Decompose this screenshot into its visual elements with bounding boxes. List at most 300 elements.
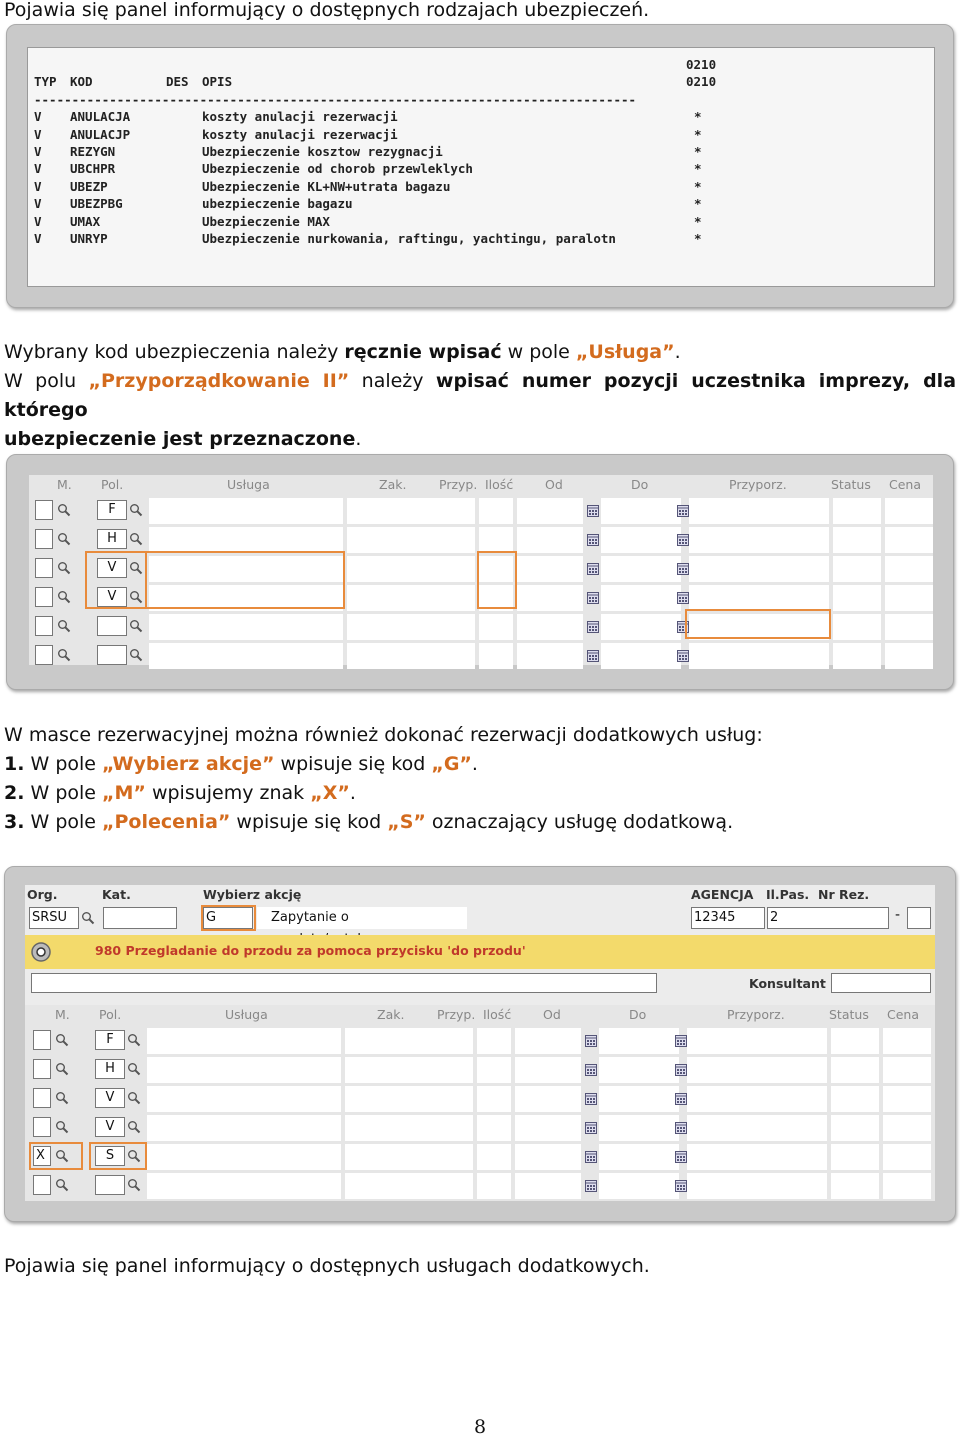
- cena-cell: [883, 1144, 931, 1170]
- row-opis: Ubezpieczenie od chorob przewleklych: [202, 161, 473, 177]
- row-opis: Ubezpieczenie nurkowania, raftingu, yachtingu, paralotn: [202, 230, 616, 246]
- m-input[interactable]: [35, 500, 53, 520]
- calendar-icon[interactable]: [675, 1093, 687, 1105]
- grid-row: [27, 1143, 931, 1171]
- przyporz-cell[interactable]: [687, 1086, 827, 1112]
- m-input[interactable]: [35, 645, 53, 665]
- przyporz-cell[interactable]: [687, 1057, 827, 1083]
- pol-input[interactable]: V: [97, 558, 127, 578]
- text: W pole: [24, 811, 103, 833]
- search-icon[interactable]: [127, 1120, 141, 1134]
- usluga-cell[interactable]: [147, 1173, 341, 1199]
- col-header-usluga: Usługa: [227, 477, 270, 492]
- row-opis: Ubezpieczenie KL+NW+utrata bagazu: [202, 178, 451, 194]
- ilpas-input[interactable]: 2: [767, 907, 889, 929]
- zak-cell[interactable]: [347, 614, 475, 640]
- text: oznaczający usługę dodatkową.: [425, 811, 734, 833]
- m-input[interactable]: X: [33, 1146, 51, 1166]
- col-header-ilosc: Ilość: [483, 1007, 512, 1022]
- text: W polu: [4, 370, 89, 392]
- zak-cell[interactable]: [345, 1057, 473, 1083]
- highlight-frame: [685, 609, 831, 639]
- grid-row: [27, 1027, 931, 1055]
- text: .: [349, 782, 356, 804]
- ilosc-cell[interactable]: [477, 1144, 511, 1170]
- row-typ: V: [34, 213, 42, 229]
- m-input[interactable]: [33, 1059, 51, 1079]
- ilosc-cell[interactable]: [477, 1173, 511, 1199]
- pol-input[interactable]: V: [95, 1117, 125, 1137]
- text: wpisuje się kod: [274, 753, 432, 775]
- od-cell[interactable]: [515, 1028, 581, 1054]
- terminal-row: [34, 230, 924, 247]
- od-cell[interactable]: [517, 585, 583, 611]
- row-kod: UNRYP: [70, 230, 108, 246]
- zak-cell[interactable]: [345, 1173, 473, 1199]
- m-input[interactable]: [33, 1030, 51, 1050]
- konsultant-label: Konsultant: [749, 976, 826, 991]
- highlight-frame: [29, 1142, 83, 1170]
- calendar-icon[interactable]: [675, 1064, 687, 1076]
- col-header-m: M.: [57, 477, 72, 492]
- cena-cell: [883, 1115, 931, 1141]
- grid-row: [27, 1114, 931, 1142]
- row-kod: ANULACJA: [70, 109, 131, 125]
- instruction-paragraph: [4, 338, 956, 454]
- row-kod: UBEZP: [70, 178, 108, 194]
- nrrez-input[interactable]: [907, 907, 931, 929]
- col-opis: OPIS: [202, 74, 233, 90]
- search-icon[interactable]: [81, 911, 95, 925]
- zak-cell[interactable]: [345, 1028, 473, 1054]
- do-cell[interactable]: [599, 1144, 679, 1170]
- code-x: „X”: [310, 782, 350, 804]
- zak-cell[interactable]: [347, 498, 475, 524]
- do-cell[interactable]: [599, 1086, 679, 1112]
- calendar-icon[interactable]: [677, 650, 689, 662]
- przyporz-cell[interactable]: [689, 556, 829, 582]
- text: W pole: [24, 782, 103, 804]
- status-cell: [831, 1057, 879, 1083]
- pol-input[interactable]: [97, 616, 127, 636]
- przyporz-cell[interactable]: [689, 498, 829, 524]
- row-mark: *: [694, 109, 702, 125]
- calendar-icon[interactable]: [587, 621, 599, 633]
- col-header-m: M.: [55, 1007, 70, 1022]
- m-input[interactable]: [35, 558, 53, 578]
- text: W masce rezerwacyjnej można również dokonać rezerwacji dodatkowych usług:: [4, 724, 763, 746]
- field-name-przyporzadkowanie: „Przyporządkowanie II”: [88, 370, 350, 392]
- status-cell: [831, 1086, 879, 1112]
- insurance-list-screenshot: [6, 24, 954, 308]
- do-cell[interactable]: [601, 556, 681, 582]
- search-icon[interactable]: [129, 503, 143, 517]
- agencja-label: AGENCJA: [691, 887, 754, 902]
- calendar-icon[interactable]: [677, 563, 689, 575]
- search-icon[interactable]: [57, 619, 71, 633]
- zak-cell[interactable]: [345, 1086, 473, 1112]
- pol-input[interactable]: H: [95, 1059, 125, 1079]
- grid-row: [27, 1172, 931, 1200]
- zak-cell[interactable]: [345, 1115, 473, 1141]
- status-cell: [833, 585, 881, 611]
- do-cell[interactable]: [599, 1028, 679, 1054]
- col-header-cena: Cena: [889, 477, 922, 492]
- grid-row: [29, 526, 933, 554]
- calendar-icon[interactable]: [585, 1064, 597, 1076]
- do-cell[interactable]: [599, 1115, 679, 1141]
- field-name-wybierz-akcje: „Wybierz akcje”: [102, 753, 275, 775]
- col-header-pol: Pol.: [99, 1007, 122, 1022]
- usluga-cell[interactable]: [149, 614, 343, 640]
- highlight-frame: [201, 905, 256, 931]
- row-mark: *: [694, 213, 702, 229]
- usluga-cell[interactable]: [147, 1144, 341, 1170]
- przyporz-cell[interactable]: [689, 527, 829, 553]
- do-cell[interactable]: [601, 498, 681, 524]
- search-icon[interactable]: [55, 1091, 69, 1105]
- col-header-status: Status: [829, 1007, 869, 1022]
- row-typ: V: [34, 109, 42, 125]
- od-cell[interactable]: [515, 1115, 581, 1141]
- text: w pole: [501, 341, 576, 363]
- kat-input[interactable]: [103, 907, 177, 929]
- od-cell[interactable]: [517, 498, 583, 524]
- search-icon[interactable]: [129, 648, 143, 662]
- status-cell: [833, 614, 881, 640]
- pol-input[interactable]: [97, 645, 127, 665]
- col-header-zak: Zak.: [379, 477, 407, 492]
- terminal-row: [34, 143, 924, 160]
- row-mark: *: [694, 230, 702, 246]
- calendar-icon[interactable]: [587, 650, 599, 662]
- m-input[interactable]: [33, 1088, 51, 1108]
- cena-cell: [885, 498, 933, 524]
- highlight-frame: [145, 551, 345, 609]
- akcja-description: Zapytanie o: [257, 907, 467, 929]
- calendar-icon[interactable]: [675, 1122, 687, 1134]
- akcja-input[interactable]: G: [203, 907, 253, 929]
- od-cell[interactable]: [517, 643, 583, 669]
- usluga-cell[interactable]: [147, 1028, 341, 1054]
- nrrez-label: Nr Rez.: [818, 887, 870, 902]
- grid-row: [29, 642, 933, 670]
- status-cell: [833, 643, 881, 669]
- highlight-frame: [85, 551, 147, 609]
- pol-input[interactable]: F: [95, 1030, 125, 1050]
- do-cell[interactable]: [601, 614, 681, 640]
- step-number: 3.: [4, 811, 25, 833]
- row-opis: Ubezpieczenie kosztow rezygnacji: [202, 143, 443, 159]
- status-cell: [831, 1028, 879, 1054]
- col-header-przyp: Przyp.: [439, 477, 478, 492]
- cena-cell: [885, 527, 933, 553]
- insurance-terminal: [34, 56, 924, 247]
- pol-input[interactable]: S: [95, 1146, 125, 1166]
- highlight-frame: [477, 551, 517, 609]
- terminal-row: [34, 160, 924, 177]
- status-cell: [833, 498, 881, 524]
- text: należy: [349, 370, 436, 392]
- cena-cell: [885, 614, 933, 640]
- ilosc-cell[interactable]: [477, 1115, 511, 1141]
- cena-cell: [883, 1173, 931, 1199]
- ilosc-cell[interactable]: [479, 498, 513, 524]
- field-name-polecenia: „Polecenia”: [102, 811, 231, 833]
- od-cell[interactable]: [517, 614, 583, 640]
- reservation-grid-screenshot-1: [6, 454, 954, 690]
- search-icon[interactable]: [129, 619, 143, 633]
- highlight-frame: [89, 1142, 147, 1170]
- calendar-icon[interactable]: [675, 1180, 687, 1192]
- m-input[interactable]: [35, 616, 53, 636]
- col-header-ilosc: Ilość: [485, 477, 514, 492]
- kat-label: Kat.: [102, 887, 131, 902]
- do-cell[interactable]: [601, 643, 681, 669]
- text: wpisuje się kod: [230, 811, 388, 833]
- pol-input[interactable]: F: [97, 500, 127, 520]
- search-icon[interactable]: [55, 1120, 69, 1134]
- grid-header: [29, 475, 933, 495]
- search-icon[interactable]: [127, 1033, 141, 1047]
- grid-row: [29, 497, 933, 525]
- info-icon: [29, 941, 53, 963]
- search-icon[interactable]: [57, 648, 71, 662]
- wybierz-akcje-label: Wybierz akcję: [203, 887, 302, 902]
- row-typ: V: [34, 196, 42, 212]
- col-header-przyp: Przyp.: [437, 1007, 476, 1022]
- col-typ: TYP: [34, 74, 57, 90]
- calendar-icon[interactable]: [585, 1151, 597, 1163]
- step-number: 1.: [4, 753, 25, 775]
- search-icon[interactable]: [57, 590, 71, 604]
- zak-cell[interactable]: [347, 556, 475, 582]
- ilpas-label: Il.Pas.: [766, 887, 810, 902]
- search-icon[interactable]: [127, 1178, 141, 1192]
- m-input[interactable]: [35, 529, 53, 549]
- row-mark: *: [694, 178, 702, 194]
- col-header-status: Status: [831, 477, 871, 492]
- col-header-cena: Cena: [887, 1007, 920, 1022]
- calendar-icon[interactable]: [585, 1122, 597, 1134]
- przyporz-cell[interactable]: [687, 1115, 827, 1141]
- pol-input[interactable]: V: [97, 587, 127, 607]
- terminal-row: [34, 108, 924, 125]
- calendar-icon[interactable]: [587, 592, 599, 604]
- cena-cell: [885, 556, 933, 582]
- calendar-icon[interactable]: [585, 1093, 597, 1105]
- od-cell[interactable]: [515, 1057, 581, 1083]
- col-header-usluga: Usługa: [225, 1007, 268, 1022]
- row-opis: Ubezpieczenie MAX: [202, 213, 330, 229]
- intro-paragraph: Pojawia się panel informujący o dostępnych rodzajach ubezpieczeń.: [4, 0, 650, 21]
- terminal-row: [34, 195, 924, 212]
- code-g: „G”: [431, 753, 472, 775]
- col-header-od: Od: [545, 477, 563, 492]
- step-number: 2.: [4, 782, 25, 804]
- row-typ: V: [34, 230, 42, 246]
- status-cell: [831, 1144, 879, 1170]
- cena-cell: [883, 1028, 931, 1054]
- usluga-cell[interactable]: [147, 1057, 341, 1083]
- text: Wybrany kod ubezpieczenia należy: [4, 341, 345, 363]
- cena-cell: [885, 585, 933, 611]
- page-number: 8: [473, 1416, 487, 1438]
- calendar-icon[interactable]: [587, 534, 599, 546]
- col-header-przyporz: Przyporz.: [729, 477, 787, 492]
- message-bar: [25, 935, 935, 969]
- row-kod: REZYGN: [70, 143, 116, 159]
- usluga-cell[interactable]: [149, 643, 343, 669]
- przyporz-cell[interactable]: [689, 643, 829, 669]
- row-typ: V: [34, 126, 42, 142]
- calendar-icon[interactable]: [677, 592, 689, 604]
- message-text: 980 Przegladanie do przodu za pomoca przycisku 'do przodu': [95, 943, 526, 958]
- row-kod: ANULACJP: [70, 126, 131, 142]
- grid-row: [27, 1056, 931, 1084]
- additional-services-paragraph: [4, 721, 956, 837]
- terminal-row: [34, 178, 924, 195]
- przyporz-cell[interactable]: [687, 1144, 827, 1170]
- do-cell[interactable]: [601, 527, 681, 553]
- row-typ: V: [34, 143, 42, 159]
- terminal-code-1: 0210: [686, 57, 717, 72]
- calendar-icon[interactable]: [585, 1180, 597, 1192]
- col-header-od: Od: [543, 1007, 561, 1022]
- row-typ: V: [34, 161, 42, 177]
- zak-cell[interactable]: [345, 1144, 473, 1170]
- m-input[interactable]: [35, 587, 53, 607]
- search-icon[interactable]: [127, 1062, 141, 1076]
- row-kod: UBEZPBG: [70, 196, 123, 212]
- terminal-row: [34, 213, 924, 230]
- pol-input[interactable]: V: [95, 1088, 125, 1108]
- search-icon[interactable]: [55, 1062, 69, 1076]
- od-cell[interactable]: [517, 556, 583, 582]
- text: wpisujemy znak: [145, 782, 311, 804]
- col-header-przyporz: Przyporz.: [727, 1007, 785, 1022]
- status-cell: [833, 527, 881, 553]
- status-cell: [831, 1115, 879, 1141]
- field-name-m: „M”: [102, 782, 146, 804]
- calendar-icon[interactable]: [675, 1151, 687, 1163]
- row-typ: V: [34, 178, 42, 194]
- grid-header: [25, 1005, 929, 1025]
- col-header-pol: Pol.: [101, 477, 124, 492]
- row-mark: *: [694, 161, 702, 177]
- search-icon[interactable]: [55, 1033, 69, 1047]
- calendar-icon[interactable]: [677, 534, 689, 546]
- org-label: Org.: [27, 887, 58, 902]
- od-cell[interactable]: [517, 527, 583, 553]
- usluga-cell[interactable]: [147, 1086, 341, 1112]
- ilosc-cell[interactable]: [479, 527, 513, 553]
- col-header-do: Do: [631, 477, 649, 492]
- przyporz-cell[interactable]: [687, 1173, 827, 1199]
- ilosc-cell[interactable]: [477, 1028, 511, 1054]
- text-bold: wpisać numer pozycji uczestnika imprezy, dla którego: [4, 370, 957, 421]
- dash-separator: -: [895, 907, 901, 923]
- calendar-icon[interactable]: [585, 1035, 597, 1047]
- calendar-icon[interactable]: [675, 1035, 687, 1047]
- reservation-form-screenshot: [4, 866, 956, 1222]
- m-input[interactable]: [33, 1175, 51, 1195]
- terminal-code-2: 0210: [686, 74, 717, 90]
- row-opis: koszty anulacji rezerwacji: [202, 126, 398, 142]
- do-cell[interactable]: [601, 585, 681, 611]
- search-icon[interactable]: [127, 1091, 141, 1105]
- agencja-input[interactable]: 12345: [691, 907, 765, 929]
- status-cell: [833, 556, 881, 582]
- row-kod: UBCHPR: [70, 161, 116, 177]
- col-kod: KOD: [70, 74, 93, 90]
- field-name-usluga: „Usługa”: [575, 341, 675, 363]
- search-icon[interactable]: [129, 532, 143, 546]
- usluga-cell[interactable]: [147, 1115, 341, 1141]
- row-mark: *: [694, 196, 702, 212]
- text-bold: ręcznie wpisać: [344, 341, 502, 363]
- od-cell[interactable]: [515, 1144, 581, 1170]
- text-bold: ubezpieczenie jest przeznaczone: [4, 428, 356, 450]
- pol-input[interactable]: [95, 1175, 125, 1195]
- przyporz-cell[interactable]: [689, 585, 829, 611]
- calendar-icon[interactable]: [677, 505, 689, 517]
- text: .: [471, 753, 478, 775]
- ilosc-cell[interactable]: [477, 1057, 511, 1083]
- outro-paragraph: Pojawia się panel informujący o dostępnych usługach dodatkowych.: [4, 1255, 650, 1277]
- org-input[interactable]: SRSU: [29, 907, 79, 929]
- notes-input[interactable]: [31, 973, 657, 993]
- code-s: „S”: [387, 811, 426, 833]
- text: .: [674, 341, 681, 363]
- zak-cell[interactable]: [347, 527, 475, 553]
- cena-cell: [883, 1086, 931, 1112]
- row-mark: *: [694, 126, 702, 142]
- search-icon[interactable]: [57, 503, 71, 517]
- status-cell: [831, 1173, 879, 1199]
- text: W pole: [24, 753, 103, 775]
- pol-input[interactable]: H: [97, 529, 127, 549]
- terminal-separator: --------------------------------------------------------------------------------: [34, 91, 637, 107]
- row-kod: UMAX: [70, 213, 101, 229]
- search-icon[interactable]: [55, 1178, 69, 1192]
- cena-cell: [885, 643, 933, 669]
- ilosc-cell[interactable]: [479, 643, 513, 669]
- search-icon[interactable]: [57, 532, 71, 546]
- m-input[interactable]: [33, 1117, 51, 1137]
- ilosc-cell[interactable]: [477, 1086, 511, 1112]
- konsultant-input[interactable]: [831, 973, 931, 993]
- calendar-icon[interactable]: [587, 505, 599, 517]
- od-cell[interactable]: [515, 1086, 581, 1112]
- terminal-row: [34, 126, 924, 143]
- usluga-cell[interactable]: [149, 498, 343, 524]
- od-cell[interactable]: [515, 1173, 581, 1199]
- usluga-cell[interactable]: [149, 527, 343, 553]
- search-icon[interactable]: [57, 561, 71, 575]
- do-cell[interactable]: [599, 1173, 679, 1199]
- col-des: DES: [166, 74, 189, 90]
- ilosc-cell[interactable]: [479, 614, 513, 640]
- calendar-icon[interactable]: [587, 563, 599, 575]
- col-header-do: Do: [629, 1007, 647, 1022]
- grid-row: [27, 1085, 931, 1113]
- zak-cell[interactable]: [347, 643, 475, 669]
- do-cell[interactable]: [599, 1057, 679, 1083]
- zak-cell[interactable]: [347, 585, 475, 611]
- przyporz-cell[interactable]: [687, 1028, 827, 1054]
- row-opis: ubezpieczenie bagazu: [202, 196, 353, 212]
